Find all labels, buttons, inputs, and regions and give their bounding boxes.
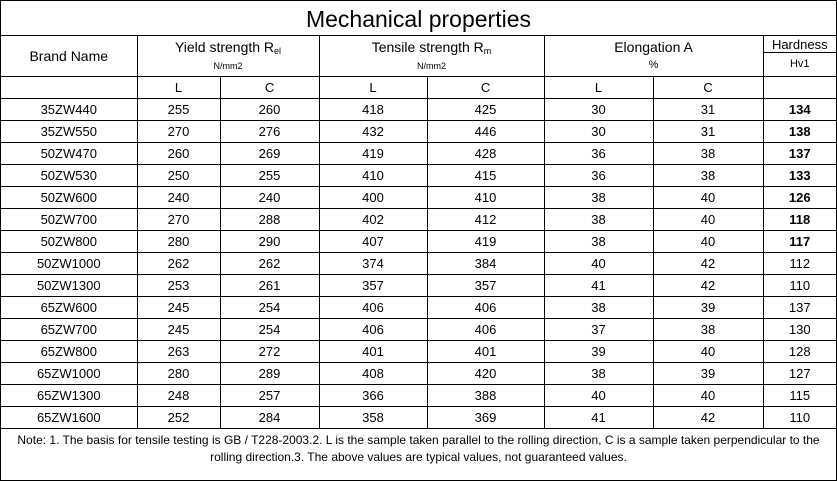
cell-yC: 289 — [220, 363, 319, 385]
cell-yL: 253 — [137, 275, 220, 297]
cell-eL: 38 — [544, 209, 653, 231]
cell-brand: 50ZW700 — [1, 209, 137, 231]
cell-eC: 42 — [653, 407, 763, 429]
cell-tC: 446 — [427, 121, 544, 143]
cell-tC: 384 — [427, 253, 544, 275]
cell-brand: 50ZW530 — [1, 165, 137, 187]
cell-yC: 254 — [220, 319, 319, 341]
cell-tC: 406 — [427, 319, 544, 341]
table-row — [1, 297, 836, 319]
hardness-blank — [763, 77, 836, 99]
cell-hv: 130 — [763, 319, 836, 341]
cell-hv: 118 — [763, 209, 836, 231]
cell-tC: 428 — [427, 143, 544, 165]
cell-hv: 117 — [763, 231, 836, 253]
table-row — [1, 385, 836, 407]
cell-brand: 50ZW1000 — [1, 253, 137, 275]
cell-brand: 50ZW600 — [1, 187, 137, 209]
cell-tL: 419 — [319, 143, 427, 165]
cell-brand: 35ZW440 — [1, 99, 137, 121]
header-yield-strength — [137, 36, 319, 77]
cell-eL: 38 — [544, 231, 653, 253]
header-elongation — [544, 36, 763, 77]
cell-eC: 40 — [653, 341, 763, 363]
cell-eL: 40 — [544, 385, 653, 407]
cell-yC: 269 — [220, 143, 319, 165]
cell-yC: 276 — [220, 121, 319, 143]
header-brand-name: Brand Name — [1, 36, 137, 77]
cell-yL: 270 — [137, 121, 220, 143]
yield-c-header: C — [220, 77, 319, 99]
cell-eL: 38 — [544, 297, 653, 319]
note-table — [1, 429, 836, 468]
hardness-unit: Hv1 — [763, 53, 836, 77]
cell-tL: 432 — [319, 121, 427, 143]
cell-eC: 38 — [653, 165, 763, 187]
cell-hv: 137 — [763, 297, 836, 319]
cell-tC: 357 — [427, 275, 544, 297]
cell-yL: 245 — [137, 297, 220, 319]
cell-yC: 254 — [220, 297, 319, 319]
cell-yC: 290 — [220, 231, 319, 253]
lc-blank — [1, 77, 137, 99]
cell-eL: 39 — [544, 341, 653, 363]
cell-eC: 39 — [653, 363, 763, 385]
cell-tL: 374 — [319, 253, 427, 275]
cell-tL: 402 — [319, 209, 427, 231]
table-row — [1, 253, 836, 275]
cell-eC: 42 — [653, 275, 763, 297]
cell-brand: 65ZW1000 — [1, 363, 137, 385]
cell-yC: 257 — [220, 385, 319, 407]
cell-tL: 358 — [319, 407, 427, 429]
cell-eC: 40 — [653, 385, 763, 407]
cell-hv: 110 — [763, 407, 836, 429]
cell-tC: 406 — [427, 297, 544, 319]
cell-brand: 50ZW800 — [1, 231, 137, 253]
cell-eC: 40 — [653, 231, 763, 253]
cell-tC: 415 — [427, 165, 544, 187]
cell-eL: 36 — [544, 143, 653, 165]
cell-eC: 42 — [653, 253, 763, 275]
cell-eC: 40 — [653, 187, 763, 209]
cell-tL: 401 — [319, 341, 427, 363]
cell-eL: 30 — [544, 99, 653, 121]
cell-tC: 401 — [427, 341, 544, 363]
cell-yC: 288 — [220, 209, 319, 231]
header-hardness: Hardness — [763, 36, 836, 53]
cell-hv: 133 — [763, 165, 836, 187]
elongation-unit: % — [648, 59, 659, 71]
cell-tL: 406 — [319, 297, 427, 319]
cell-yC: 262 — [220, 253, 319, 275]
cell-yL: 240 — [137, 187, 220, 209]
yield-l-header: L — [137, 77, 220, 99]
cell-yC: 272 — [220, 341, 319, 363]
yield-subscript: el — [274, 46, 282, 56]
table-row — [1, 231, 836, 253]
cell-eC: 38 — [653, 319, 763, 341]
properties-table — [1, 36, 836, 429]
cell-brand: 65ZW1300 — [1, 385, 137, 407]
header-tensile-strength — [319, 36, 544, 77]
cell-eC: 31 — [653, 121, 763, 143]
cell-tL: 357 — [319, 275, 427, 297]
cell-hv: 112 — [763, 253, 836, 275]
yield-unit: N/mm2 — [213, 61, 243, 71]
cell-tC: 419 — [427, 231, 544, 253]
elongation-label: Elongation A — [614, 39, 693, 55]
cell-tL: 406 — [319, 319, 427, 341]
cell-tL: 400 — [319, 187, 427, 209]
page-title: Mechanical properties — [1, 1, 836, 36]
cell-eL: 38 — [544, 187, 653, 209]
cell-brand: 50ZW1300 — [1, 275, 137, 297]
cell-eL: 40 — [544, 253, 653, 275]
cell-hv: 115 — [763, 385, 836, 407]
cell-brand: 65ZW1600 — [1, 407, 137, 429]
cell-yL: 255 — [137, 99, 220, 121]
cell-eL: 41 — [544, 275, 653, 297]
cell-yC: 284 — [220, 407, 319, 429]
cell-hv: 134 — [763, 99, 836, 121]
cell-yL: 260 — [137, 143, 220, 165]
cell-yC: 261 — [220, 275, 319, 297]
table-row — [1, 407, 836, 429]
table-row — [1, 209, 836, 231]
cell-yL: 263 — [137, 341, 220, 363]
cell-yL: 248 — [137, 385, 220, 407]
cell-tL: 410 — [319, 165, 427, 187]
cell-hv: 110 — [763, 275, 836, 297]
cell-hv: 127 — [763, 363, 836, 385]
cell-tL: 408 — [319, 363, 427, 385]
cell-brand: 65ZW700 — [1, 319, 137, 341]
elongation-c-header: C — [653, 77, 763, 99]
cell-yL: 250 — [137, 165, 220, 187]
cell-brand: 50ZW470 — [1, 143, 137, 165]
tensile-subscript: m — [483, 46, 492, 56]
table-row — [1, 165, 836, 187]
table-row — [1, 121, 836, 143]
cell-eC: 38 — [653, 143, 763, 165]
header-row — [1, 36, 836, 53]
footnote: Note: 1. The basis for tensile testing is GB / T228-2003.2. L is the sample taken parallel to the rolling direction, C is a sample taken perpendicular to the rolling direction.3. The above values are typical values, not guaranteed values. — [17, 432, 820, 464]
table-row — [1, 319, 836, 341]
cell-yL: 280 — [137, 363, 220, 385]
elongation-l-header: L — [544, 77, 653, 99]
cell-tC: 425 — [427, 99, 544, 121]
cell-tC: 420 — [427, 363, 544, 385]
tensile-unit: N/mm2 — [417, 61, 447, 71]
cell-eC: 40 — [653, 209, 763, 231]
tensile-label: Tensile strength R — [371, 39, 484, 55]
cell-brand: 35ZW550 — [1, 121, 137, 143]
cell-tC: 369 — [427, 407, 544, 429]
cell-yL: 270 — [137, 209, 220, 231]
cell-yL: 280 — [137, 231, 220, 253]
cell-hv: 126 — [763, 187, 836, 209]
tensile-c-header: C — [427, 77, 544, 99]
cell-brand: 65ZW600 — [1, 297, 137, 319]
cell-yC: 260 — [220, 99, 319, 121]
cell-hv: 128 — [763, 341, 836, 363]
cell-hv: 138 — [763, 121, 836, 143]
tensile-l-header: L — [319, 77, 427, 99]
cell-tC: 388 — [427, 385, 544, 407]
cell-yC: 255 — [220, 165, 319, 187]
cell-tL: 407 — [319, 231, 427, 253]
cell-yC: 240 — [220, 187, 319, 209]
cell-yL: 252 — [137, 407, 220, 429]
table-row — [1, 187, 836, 209]
table-row — [1, 143, 836, 165]
yield-label: Yield strength R — [174, 39, 275, 55]
cell-brand: 65ZW800 — [1, 341, 137, 363]
cell-eL: 41 — [544, 407, 653, 429]
cell-yL: 245 — [137, 319, 220, 341]
table-row — [1, 341, 836, 363]
table-row — [1, 99, 836, 121]
cell-eC: 39 — [653, 297, 763, 319]
cell-tC: 410 — [427, 187, 544, 209]
cell-tC: 412 — [427, 209, 544, 231]
table-row — [1, 363, 836, 385]
cell-eC: 31 — [653, 99, 763, 121]
cell-tL: 418 — [319, 99, 427, 121]
table-row — [1, 275, 836, 297]
cell-eL: 36 — [544, 165, 653, 187]
cell-eL: 30 — [544, 121, 653, 143]
cell-eL: 37 — [544, 319, 653, 341]
lc-row — [1, 77, 836, 99]
cell-yL: 262 — [137, 253, 220, 275]
cell-hv: 137 — [763, 143, 836, 165]
cell-eL: 38 — [544, 363, 653, 385]
cell-tL: 366 — [319, 385, 427, 407]
